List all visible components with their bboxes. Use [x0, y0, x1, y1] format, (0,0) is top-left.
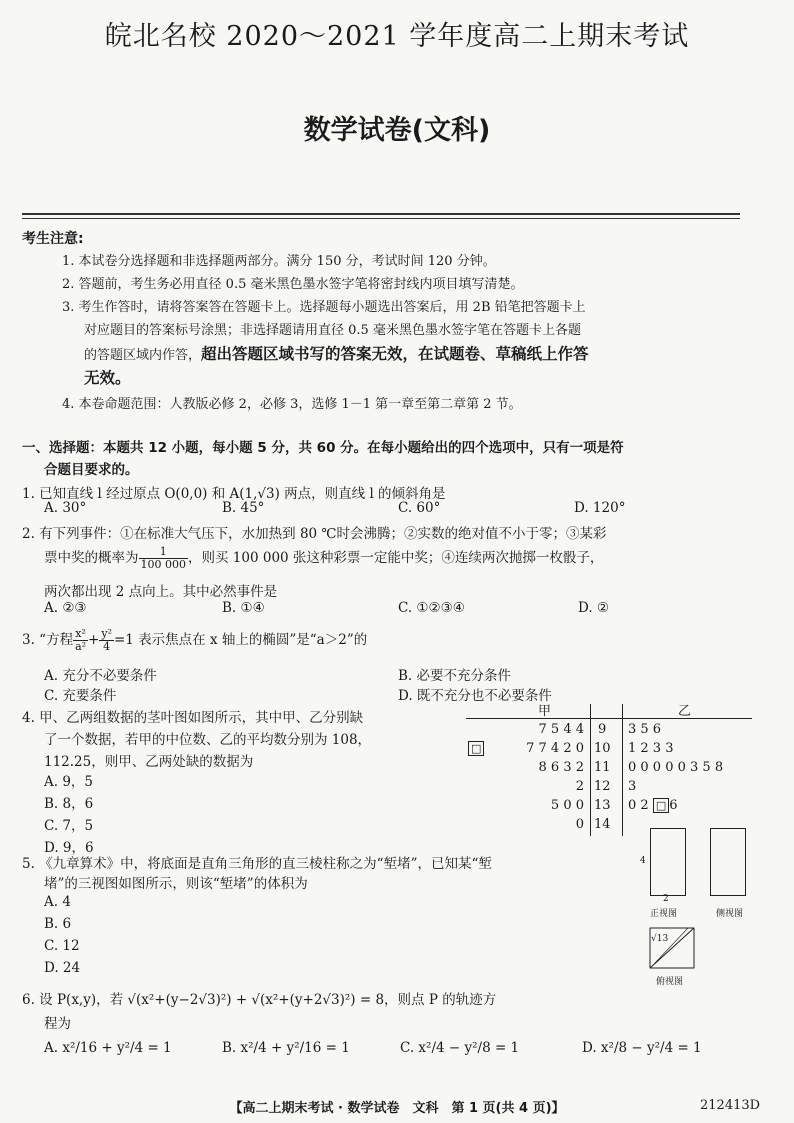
- q5-line1: 5. 《九章算术》中，将底面是直角三角形的直三棱柱称之为“堑堵”，已知某“堑: [22, 856, 492, 872]
- stemleaf-left-leaves: 7 5 4 4: [538, 722, 584, 737]
- q2-text: ，则买 100 000 张这种彩票一定能中奖；④连续两次抛掷一枚骰子，: [188, 550, 604, 566]
- stemleaf-header-right: 乙: [678, 704, 692, 719]
- stemleaf-stem: 13: [594, 798, 611, 813]
- q4-option-b: B. 8，6: [44, 796, 94, 812]
- stemleaf-left-leaves: 8 6 3 2: [538, 760, 584, 775]
- q1-stem: 1. 已知直线 l 经过原点 O(0,0) 和 A(1,√3) 两点，则直线 l 的倾斜角是: [22, 486, 446, 502]
- stemleaf-right-tail: 6: [669, 798, 678, 813]
- q2-option-a: A. ②③: [44, 600, 87, 616]
- q1-option-b: B. 45°: [222, 500, 265, 516]
- missing-data-box: □: [653, 798, 669, 813]
- q6-line2: 程为: [44, 1016, 71, 1032]
- stemleaf-right-leaves-row: [628, 798, 678, 813]
- q3-plus: +: [88, 632, 100, 648]
- top-view-label: 俯视图: [656, 977, 684, 987]
- stemleaf-left-leaves: 7 7 4 2 0: [526, 741, 584, 756]
- q6-option-a: A. x²/16 + y²/4 = 1: [44, 1040, 172, 1056]
- q3-frac-y: [99, 628, 114, 653]
- section-heading-cont: 合题目要求的。: [44, 462, 139, 478]
- front-view: [650, 828, 686, 896]
- q3-option-d: D. 既不充分也不必要条件: [398, 688, 552, 704]
- stemleaf-stem: 9: [598, 722, 607, 737]
- stemleaf-divider-left: [590, 704, 591, 836]
- side-view-label: 侧视图: [716, 909, 744, 919]
- notice-emphasis-end: 无效。: [84, 369, 131, 387]
- q1-option-d: D. 120°: [574, 500, 626, 516]
- stemleaf-right-leaves: 3: [628, 779, 637, 794]
- q2-line3: 两次都出现 2 点向上。其中必然事件是: [44, 584, 278, 600]
- q6-option-d: D. x²/8 − y²/4 = 1: [582, 1040, 702, 1056]
- q3-frac-x-den: a²: [75, 640, 87, 653]
- q3-frac-x: [73, 628, 88, 653]
- front-view-width: 2: [663, 894, 669, 904]
- q4-option-d: D. 9，6: [44, 840, 94, 856]
- q5-option-d: D. 24: [44, 960, 81, 976]
- stemleaf-stem: 10: [594, 741, 611, 756]
- q2-option-b: B. ①④: [222, 600, 265, 616]
- q3-option-c: C. 充要条件: [44, 688, 117, 704]
- notice-item: 对应题目的答案标号涂黑；非选择题请用直径 0.5 毫米黑色墨水签字笔在答题卡上各题: [84, 323, 581, 338]
- stemleaf-header-left: 甲: [538, 704, 552, 719]
- notice-heading: 考生注意:: [22, 231, 84, 247]
- stemleaf-missing-left: [468, 741, 484, 756]
- q5-option-c: C. 12: [44, 938, 80, 954]
- q1-option-a: A. 30°: [44, 500, 87, 516]
- stemleaf-right-leaves: 3 5 6: [628, 722, 662, 737]
- q5-line2: 堵”的三视图如图所示，则该“堑堵”的体积为: [44, 876, 308, 892]
- q3-stem: [22, 628, 367, 653]
- q2-frac-num: 1: [139, 546, 189, 559]
- stem-leaf-plot: [466, 700, 752, 840]
- stemleaf-right-leaves: 1 2 3 3: [628, 741, 674, 756]
- header-divider: [22, 213, 740, 215]
- q2-line1: 2. 有下列事件：①在标准大气压下，水加热到 80 ℃时会沸腾；②实数的绝对值不小于零；③某彩: [22, 526, 607, 542]
- stemleaf-stem: 14: [594, 817, 611, 832]
- q2-line2: [44, 546, 603, 571]
- q3-frac-y-den: 4: [103, 640, 111, 653]
- exam-subtitle: 数学试卷(文科): [303, 115, 491, 146]
- exam-title: 皖北名校 2020～2021 学年度高二上期末考试: [104, 21, 690, 52]
- stemleaf-stem: 12: [594, 779, 611, 794]
- q6-line1: 6. 设 P(x,y)，若 √(x²+(y−2√3)²) + √(x²+(y+2√3)²) = 8，则点 P 的轨迹方: [22, 992, 497, 1008]
- q1-option-c: C. 60°: [398, 500, 441, 516]
- notice-item: 2. 答题前，考生务必用直径 0.5 毫米黑色墨水签字笔将密封线内项目填写清楚。: [62, 277, 524, 292]
- stemleaf-header-line: [466, 718, 752, 719]
- top-view: [648, 926, 698, 972]
- q4-option-c: C. 7，5: [44, 818, 94, 834]
- header-divider-thin: [22, 218, 740, 219]
- front-view-label: 正视图: [650, 909, 678, 919]
- stemleaf-divider-right: [622, 704, 623, 836]
- exam-code: 212413D: [700, 1098, 761, 1113]
- notice-item: 4. 本卷命题范围：人教版必修 2，必修 3，选修 1－1 第一章至第二章第 2 节。: [62, 397, 522, 412]
- q3-text: =1 表示焦点在 x 轴上的椭圆”是“a＞2”的: [113, 632, 368, 648]
- q3-option-a: A. 充分不必要条件: [44, 668, 157, 684]
- q3-option-b: B. 必要不充分条件: [398, 668, 512, 684]
- page-footer: 【高二上期末考试 · 数学试卷 文科 第 1 页(共 4 页)】: [229, 1101, 565, 1116]
- stemleaf-left-leaves: 2: [575, 779, 584, 794]
- q5-option-a: A. 4: [44, 894, 71, 910]
- q5-option-b: B. 6: [44, 916, 72, 932]
- notice-item-part: [84, 342, 589, 364]
- q4-line1: 4. 甲、乙两组数据的茎叶图如图所示，其中甲、乙分别缺: [22, 710, 364, 726]
- q2-fraction: [139, 546, 189, 571]
- stemleaf-left-leaves: 5 0 0: [550, 798, 584, 813]
- missing-data-box: □: [468, 741, 484, 756]
- q2-option-d: D. ②: [578, 600, 610, 616]
- q4-line3: 112.25，则甲、乙两处缺的数据为: [44, 754, 254, 770]
- q3-frac-x-num: x²: [73, 628, 88, 641]
- q2-text: 票中奖的概率为: [44, 550, 139, 566]
- notice-text: 的答题区域内作答，: [84, 348, 202, 363]
- notice-emphasis: 超出答题区域书写的答案无效，在试题卷、草稿纸上作答: [201, 345, 589, 363]
- top-view-diagonal: √13: [651, 934, 669, 944]
- stemleaf-stem: 11: [594, 760, 611, 775]
- section-heading: 一、选择题：本题共 12 小题，每小题 5 分，共 60 分。在每小题给出的四个选项中，只有一项是符: [22, 440, 624, 456]
- q3-text: 3. “方程: [22, 632, 74, 648]
- q4-option-a: A. 9，5: [44, 774, 94, 790]
- stemleaf-left-leaves: 0: [575, 817, 584, 832]
- q6-option-b: B. x²/4 + y²/16 = 1: [222, 1040, 350, 1056]
- q4-line2: 了一个数据，若甲的中位数、乙的平均数分别为 108，: [44, 732, 372, 748]
- q6-option-c: C. x²/4 − y²/8 = 1: [400, 1040, 520, 1056]
- stemleaf-right-leaves: 0 0 0 0 0 3 5 8: [628, 760, 724, 775]
- three-view-figure: [630, 822, 760, 992]
- front-view-height: 4: [640, 856, 646, 866]
- q2-frac-den: 100 000: [140, 558, 186, 571]
- notice-item: 1. 本试卷分选择题和非选择题两部分。满分 150 分，考试时间 120 分钟。: [62, 254, 496, 269]
- notice-item: 3. 考生作答时，请将答案答在答题卡上。选择题每小题选出答案后，用 2B 铅笔把答题卡上: [62, 300, 586, 315]
- stemleaf-right-leaves: 0 2: [628, 798, 649, 813]
- q2-option-c: C. ①②③④: [398, 600, 465, 616]
- side-view: [710, 828, 746, 896]
- q3-frac-y-num: y²: [101, 627, 112, 640]
